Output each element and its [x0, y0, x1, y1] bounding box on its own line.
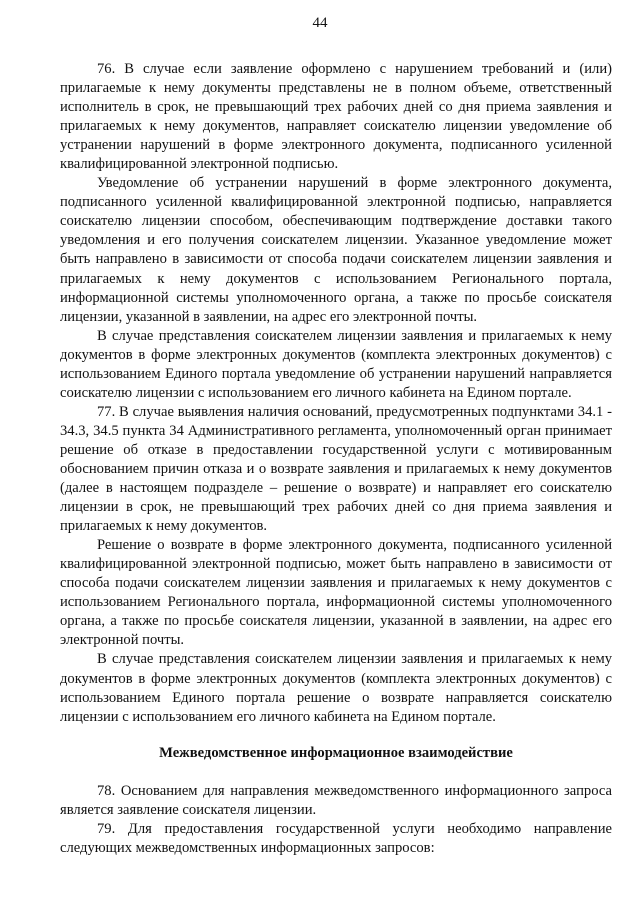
paragraph-76: 76. В случае если заявление оформлено с нарушением требований и (или) прилагаемые к нему документы представлены не в полном объеме, ответственный исполнитель в срок, не превышающий трех рабочих дней со дня приема заявления и прилагаемых к нему документов, направляет соискателю лицензии уведомление об устранении нарушений в форме электронного документа, подписанного усиленной квалифицированной электронной подписью.: [60, 61, 612, 173]
paragraph-78: 78. Основанием для направления межведомственного информационного запроса является заявление соискателя лицензии.: [60, 782, 612, 818]
paragraph-notification-format: Уведомление об устранении нарушений в форме электронного документа, подписанного усиленной квалифицированной электронной подписью, направляется соискателю лицензии способом, обеспечивающим подтверждение доставки такого уведомления и его получения соискателем лицензии. Указанное уведомление может быть направлено в зависимости от способа подачи соискателем лицензии заявления и прилагаемых к нему документов с использованием Регионального портала, информационной системы уполномоченного органа, а также по просьбе соискателя лицензии, указанной в заявлении, на адрес его электронной почты.: [60, 175, 612, 325]
paragraph-79: 79. Для предоставления государственной услуги необходимо направление следующих межведомственных информационных запросов:: [60, 820, 612, 856]
paragraph-notification-unified-portal: В случае представления соискателем лицензии заявления и прилагаемых к нему документов в форме электронных документов (комплекта электронных документов) с использованием Единого портала уведомление об устранении нарушений направляется соискателю лицензии с использованием его личного кабинета на Едином портале.: [60, 327, 612, 401]
page-number: 44: [312, 15, 328, 31]
paragraph-77: 77. В случае выявления наличия оснований, предусмотренных подпунктами 34.1 - 34.3, 34.5 пункта 34 Административного регламента, уполномоченный орган принимает решение об отказе в предоставлении государственной услуги с мотивированным обоснованием причин отказа и о возврате заявления и прилагаемых к нему документов (далее в настоящем подразделе – решение о возврате) и направляет его соискателю лицензии в срок, не превышающий трех рабочих дней со дня приема заявления и прилагаемых к нему документов.: [60, 403, 612, 535]
paragraph-return-decision-format: Решение о возврате в форме электронного документа, подписанного усиленной квалифицированной электронной подписью, может быть направлено в зависимости от способа подачи соискателем лицензии заявления и прилагаемых к нему документов с использованием Регионального портала, информационной системы уполномоченного органа, а также по просьбе соискателя лицензии, указанной в заявлении, на адрес его электронной почты.: [60, 537, 612, 649]
paragraph-return-decision-unified-portal: В случае представления соискателем лицензии заявления и прилагаемых к нему документов в форме электронных документов (комплекта электронных документов) с использованием Единого портала решение о возврате направляется соискателю лицензии с использованием его личного кабинета на Едином портале.: [60, 651, 612, 725]
section-heading: Межведомственное информационное взаимодействие: [159, 744, 513, 761]
document-body: [60, 60, 612, 858]
